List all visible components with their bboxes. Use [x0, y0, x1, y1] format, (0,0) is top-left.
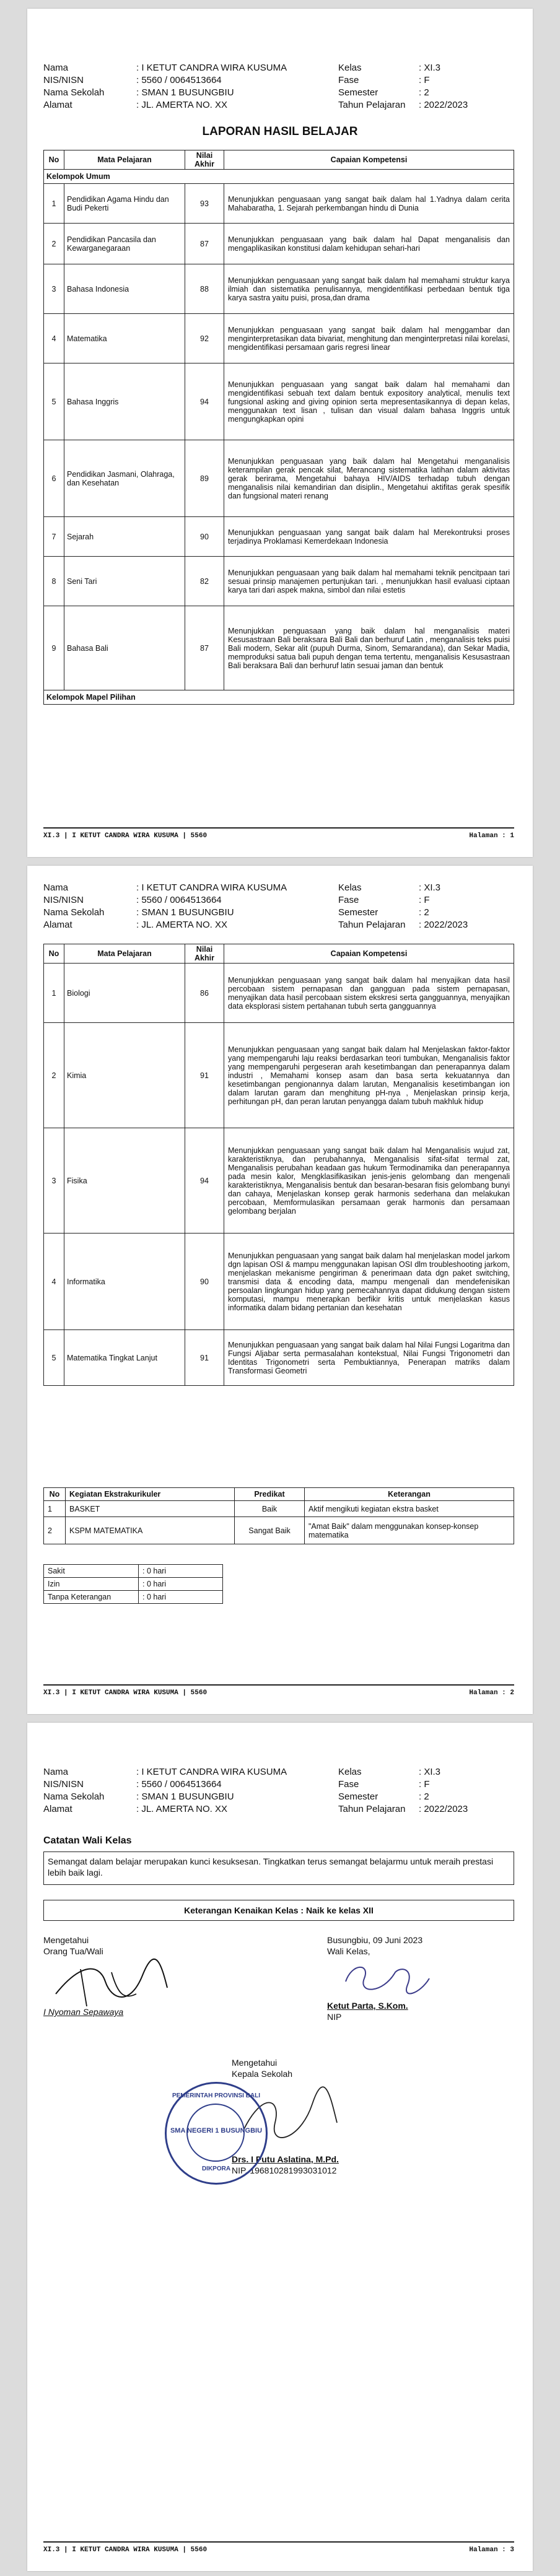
row-no: 1 [44, 184, 64, 224]
label-semester: Semester [338, 87, 378, 98]
col-no: No [44, 1488, 66, 1501]
row-no: 4 [44, 314, 64, 363]
row-nilai: 86 [185, 964, 224, 1023]
value-tahun: : 2022/2023 [419, 100, 468, 110]
notes-title: Catatan Wali Kelas [43, 1835, 132, 1846]
row-capaian: Menunjukkan penguasaan yang sangat baik dalam hal menyajikan data hasil percobaan sistem pernapasan dan gangguan pada sistem pernapasan, menyajikan data hasil percobaan sistem ekskresi serta gangguannya, menyajikan data eksplorasi sistem pertahanan tubuh serta gangguannya [224, 964, 514, 1023]
row-nilai: 94 [185, 363, 224, 440]
table-row [44, 224, 514, 264]
value-tahun: : 2022/2023 [419, 1804, 468, 1814]
stamp-text-mid: SMA NEGERI 1 BUSUNGBIU [170, 2127, 263, 2134]
label-sekolah: Nama Sekolah [43, 1791, 105, 1802]
principal-nip: NIP. 196810281993031012 [232, 2165, 337, 2175]
footer-student: XI.3 | I KETUT CANDRA WIRA KUSUMA | 5560 [43, 2546, 208, 2554]
value-fase: : F [419, 1779, 430, 1790]
row-mapel: Kimia [64, 1023, 185, 1128]
value-sekolah: : SMAN 1 BUSUNGBIU [136, 1791, 234, 1802]
label-alamat: Alamat [43, 1804, 72, 1814]
section-pilihan: Kelompok Mapel Pilihan [44, 690, 514, 705]
label-nama: Nama [43, 882, 69, 893]
row-nilai: 93 [185, 184, 224, 224]
teacher-label: Wali Kelas, [327, 1946, 370, 1956]
parent-signature-block [43, 1934, 186, 2017]
label-tahun: Tahun Pelajaran [338, 1804, 406, 1814]
row-predikat: Baik [235, 1501, 305, 1517]
row-nilai: 91 [185, 1023, 224, 1128]
footer-student: XI.3 | I KETUT CANDRA WIRA KUSUMA | 5560 [43, 1689, 208, 1697]
row-nilai: 90 [185, 517, 224, 557]
row-no: 3 [44, 1128, 64, 1234]
row-nilai: 87 [185, 606, 224, 690]
label-fase: Fase [338, 1779, 359, 1790]
absen-label: Tanpa Keterangan [44, 1591, 139, 1604]
value-nis: : 5560 / 0064513664 [136, 1779, 222, 1790]
table-row [44, 1128, 514, 1234]
promotion-status: Keterangan Kenaikan Kelas : Naik ke kelas XII [43, 1900, 514, 1921]
value-nis: : 5560 / 0064513664 [136, 895, 222, 905]
table-header-row [44, 150, 514, 170]
value-sekolah: : SMAN 1 BUSUNGBIU [136, 907, 234, 918]
label-kelas: Kelas [338, 882, 362, 893]
table-row [44, 964, 514, 1023]
label-kelas: Kelas [338, 1767, 362, 1777]
label-sekolah: Nama Sekolah [43, 87, 105, 98]
row-capaian: Menunjukkan penguasaan yang sangat baik dalam hal Nilai Fungsi Logaritma dan Fungsi Aljabar serta permasalahan kontekstual, Nilai Fungsi Trigonometri dan Identitas Trigonometri serta Pembuktiannya, Penerapan matriks dalam Transformasi Geometri [224, 1330, 514, 1386]
label-semester: Semester [338, 1791, 378, 1802]
footer-student: XI.3 | I KETUT CANDRA WIRA KUSUMA | 5560 [43, 832, 208, 840]
row-nilai: 82 [185, 557, 224, 606]
row-mapel: Pendidikan Agama Hindu dan Budi Pekerti [64, 184, 185, 224]
row-no: 7 [44, 517, 64, 557]
label-nis: NIS/NISN [43, 75, 84, 85]
row-mapel: Informatika [64, 1234, 185, 1330]
report-page-1 [27, 9, 533, 857]
report-page-3 [27, 1723, 533, 2571]
row-capaian: Menunjukkan penguasaan yang sangat baik dalam hal Menjelaskan faktor-faktor yang mempengaruhi laju reaksi berdasarkan teori tumbukan, Menganalisis faktor yang mempengaruhi pergeseran arah kesetimbangan dan penerapannya dalam industri , Memahami konsep asam dan basa serta kekuatannya dan kesetimbangan pengionannya dalam larutan, Menganalisis kesetimbangan ion dalam larutan garam dan menghitung pH-nya , Menjelaskan prinsip kerja, perhitungan pH, dan peran larutan penyangga dalam tubuh makhluk hidup [224, 1023, 514, 1128]
label-fase: Fase [338, 895, 359, 905]
table-row [44, 1023, 514, 1128]
row-nilai: 92 [185, 314, 224, 363]
value-nama: : I KETUT CANDRA WIRA KUSUMA [136, 882, 287, 893]
student-header [43, 1766, 514, 1816]
row-no: 3 [44, 264, 64, 314]
row-no: 1 [44, 964, 64, 1023]
parent-sig-line2: Orang Tua/Wali [43, 1946, 103, 1956]
table-row [44, 1591, 223, 1604]
absen-value: : 0 hari [139, 1565, 223, 1578]
section-umum: Kelompok Umum [44, 170, 514, 184]
row-mapel: Bahasa Inggris [64, 363, 185, 440]
row-predikat: Sangat Baik [235, 1517, 305, 1544]
principal-name: Drs. I Putu Aslatina, M.Pd. [232, 2154, 339, 2164]
table-row [44, 184, 514, 224]
absen-label: Izin [44, 1578, 139, 1591]
value-semester: : 2 [419, 907, 429, 918]
report-page-2 [27, 866, 533, 1714]
table-row [44, 1501, 514, 1517]
row-nilai: 90 [185, 1234, 224, 1330]
row-mapel: Biologi [64, 964, 185, 1023]
value-semester: : 2 [419, 1791, 429, 1802]
parent-sig-line1: Mengetahui [43, 1935, 89, 1945]
row-mapel: Bahasa Bali [64, 606, 185, 690]
footer-page-number: Halaman : 3 [469, 2546, 514, 2554]
page-footer [43, 827, 514, 840]
row-no: 1 [44, 1501, 66, 1517]
label-kelas: Kelas [338, 63, 362, 73]
row-kegiatan: BASKET [66, 1501, 235, 1517]
principal-line1: Mengetahui [232, 2058, 278, 2068]
student-header [43, 62, 514, 111]
teacher-name: Ketut Parta, S.Kom. [327, 2001, 408, 2011]
value-sekolah: : SMAN 1 BUSUNGBIU [136, 87, 234, 98]
row-capaian: Menunjukkan penguasaan yang baik dalam hal memahami teknik pencitpaan tari sesuai prinsip manajemen pertunjukan tari. , menunjukkan hasil evaluasi ciptaan karya tari dari aspek makna, simbol dan nilai estetis [224, 557, 514, 606]
label-sekolah: Nama Sekolah [43, 907, 105, 918]
page-footer [43, 2541, 514, 2554]
col-nilai: Nilai Akhir [185, 150, 224, 170]
table-row [44, 264, 514, 314]
col-no: No [44, 944, 64, 964]
row-capaian: Menunjukkan penguasaan yang sangat baik dalam hal Menganalisis wujud zat, karakteristiknya, dan perubahannya, Menganalisis sifat-sifat termal zat, Menganalisis perubahan keadaan gas hukum Termodinamika dan penerapannya pada mesin kalor, Mengklasifikasikan jenis-jenis gelombang dan mengenali karakteristiknya, Menganalisis bentuk dan besaran-besaran fisis gelombang bunyi dan cahaya, Menjelaskan konsep gerak harmonis sederhana dan melakukan percobaan, Memformulasikan persamaan gerak harmonis dan persamaan gelombang berjalan [224, 1128, 514, 1234]
row-capaian: Menunjukkan penguasaan yang sangat baik dalam hal menggambar dan menginterpretasikan data bivariat, menghitung dan menginterpretasi nilai korelasi, mengidentifikasi persamaan garis regresi linear [224, 314, 514, 363]
row-nilai: 91 [185, 1330, 224, 1386]
section-row [44, 690, 514, 705]
grades-table-1 [43, 150, 514, 705]
table-row [44, 363, 514, 440]
row-mapel: Pendidikan Jasmani, Olahraga, dan Kesehatan [64, 440, 185, 517]
label-nama: Nama [43, 1767, 69, 1777]
col-mapel: Mata Pelajaran [64, 150, 185, 170]
school-stamp [165, 2082, 268, 2185]
col-nilai: Nilai Akhir [185, 944, 224, 964]
label-alamat: Alamat [43, 920, 72, 930]
page-footer [43, 1684, 514, 1697]
col-capaian: Capaian Kompetensi [224, 944, 514, 964]
table-header-row [44, 944, 514, 964]
parent-signature-image [43, 1957, 186, 2012]
row-capaian: Menunjukkan penguasaan yang baik dalam hal Mengetahui menganalisis keterampilan gerak pencak silat, Merancang sistematika latihan dalam aktivitas gerak berirama, Mengetahui bahaya HIV/AIDS terhadap tubuh dengan menganalisis nilai kemandirian dan disiplin., Mengetahui aktifitas gerak spesifik dan fungsional materi renang [224, 440, 514, 517]
row-keterangan: "Amat Baik" dalam menggunakan konsep-konsep matematika [305, 1517, 514, 1544]
table-header-row [44, 1488, 514, 1501]
row-capaian: Menunjukkan penguasaan yang sangat baik dalam hal 1.Yadnya dalam cerita Mahabaratha, 1. Sejarah perkembangan hindu di Dunia [224, 184, 514, 224]
value-kelas: : XI.3 [419, 882, 441, 893]
table-row [44, 517, 514, 557]
value-nis: : 5560 / 0064513664 [136, 75, 222, 85]
row-mapel: Fisika [64, 1128, 185, 1234]
col-kegiatan: Kegiatan Ekstrakurikuler [66, 1488, 235, 1501]
row-nilai: 94 [185, 1128, 224, 1234]
attendance-table [43, 1564, 223, 1604]
value-tahun: : 2022/2023 [419, 920, 468, 930]
row-mapel: Bahasa Indonesia [64, 264, 185, 314]
row-nilai: 87 [185, 224, 224, 264]
extracurricular-table [43, 1487, 514, 1544]
row-capaian: Menunjukkan penguasaan yang sangat baik dalam hal memahami struktur karya ilmiah dan sistematika penulisannya, mengidentifikasi perbedaan bentuk tiga karya sastra yaitu puisi, prosa,dan drama [224, 264, 514, 314]
value-kelas: : XI.3 [419, 1767, 441, 1777]
table-row [44, 606, 514, 690]
col-mapel: Mata Pelajaran [64, 944, 185, 964]
row-no: 5 [44, 363, 64, 440]
row-no: 9 [44, 606, 64, 690]
value-alamat: : JL. AMERTA NO. XX [136, 1804, 227, 1814]
teacher-signature-image [327, 1957, 439, 2000]
place-date: Busungbiu, 09 Juni 2023 [327, 1935, 423, 1945]
row-mapel: Matematika [64, 314, 185, 363]
label-tahun: Tahun Pelajaran [338, 920, 406, 930]
row-capaian: Menunjukkan penguasaan yang baik dalam hal menganalisis materi Kesusastraan Bali beraksara Bali Bali dan berhuruf Latin , menganalisis teks puisi Bali modern, Sekar alit (pupuh Durma, Sinom, Semarandana), dan Sekar Madia, memproduksi satua bali pupuh dengan tema tertentu, menganalisis Kesusastraan Bali beraksara Bali dan berhuruf latin sesuai jaman dan bentuk [224, 606, 514, 690]
grades-table-2 [43, 944, 514, 1386]
stamp-text-top: PEMERINTAH PROVINSI BALI [172, 2092, 261, 2099]
value-alamat: : JL. AMERTA NO. XX [136, 920, 227, 930]
row-no: 2 [44, 224, 64, 264]
table-row [44, 314, 514, 363]
parent-name: I Nyoman Sepawaya [43, 2007, 124, 2017]
row-mapel: Sejarah [64, 517, 185, 557]
footer-page-number: Halaman : 2 [469, 1689, 514, 1697]
row-nilai: 88 [185, 264, 224, 314]
student-header [43, 882, 514, 931]
row-nilai: 89 [185, 440, 224, 517]
label-fase: Fase [338, 75, 359, 85]
value-fase: : F [419, 75, 430, 85]
value-alamat: : JL. AMERTA NO. XX [136, 100, 227, 110]
label-tahun: Tahun Pelajaran [338, 100, 406, 110]
row-no: 5 [44, 1330, 64, 1386]
row-no: 6 [44, 440, 64, 517]
table-row [44, 1517, 514, 1544]
row-no: 4 [44, 1234, 64, 1330]
row-mapel: Matematika Tingkat Lanjut [64, 1330, 185, 1386]
table-row [44, 1578, 223, 1591]
row-mapel: Seni Tari [64, 557, 185, 606]
row-no: 2 [44, 1517, 66, 1544]
label-nis: NIS/NISN [43, 895, 84, 905]
label-semester: Semester [338, 907, 378, 918]
row-no: 8 [44, 557, 64, 606]
row-kegiatan: KSPM MATEMATIKA [66, 1517, 235, 1544]
value-nama: : I KETUT CANDRA WIRA KUSUMA [136, 1767, 287, 1777]
table-row [44, 1330, 514, 1386]
absen-label: Sakit [44, 1565, 139, 1578]
col-capaian: Capaian Kompetensi [224, 150, 514, 170]
absen-value: : 0 hari [139, 1591, 223, 1604]
row-no: 2 [44, 1023, 64, 1128]
table-row [44, 557, 514, 606]
teacher-signature-block [327, 1934, 439, 2022]
table-row [44, 440, 514, 517]
row-capaian: Menunjukkan penguasaan yang sangat baik dalam hal menjelaskan model jarkom dgn lapisan OSI & mampu menggunakan lapisan OSI dlm troubleshooting jarkom, menjelaskan mekanisme pengiriman & penerimaan data dgn paket switching, transmisi data & encoding data, mampu mengenali dan mendefenisikan persoalan lingkungan hidup yang pemecahannya dapat didukung dengan sistem komputasi, mampu menerapkan berfikir kritis untuk menjelaskan kasus informatika dalam bidang pertanian dan kesehatan [224, 1234, 514, 1330]
row-keterangan: Aktif mengikuti kegiatan ekstra basket [305, 1501, 514, 1517]
label-nis: NIS/NISN [43, 1779, 84, 1790]
footer-page-number: Halaman : 1 [469, 832, 514, 840]
table-row [44, 1565, 223, 1578]
value-nama: : I KETUT CANDRA WIRA KUSUMA [136, 63, 287, 73]
table-row [44, 1234, 514, 1330]
col-keterangan: Keterangan [305, 1488, 514, 1501]
teacher-nip: NIP [327, 2012, 342, 2022]
col-predikat: Predikat [235, 1488, 305, 1501]
report-title: LAPORAN HASIL BELAJAR [202, 125, 358, 138]
col-no: No [44, 150, 64, 170]
value-fase: : F [419, 895, 430, 905]
label-nama: Nama [43, 63, 69, 73]
principal-line2: Kepala Sekolah [232, 2069, 293, 2079]
section-row [44, 170, 514, 184]
row-capaian: Menunjukkan penguasaan yang sangat baik dalam hal memahami dan mengidentifikasi sebuah text dalam bentuk expository analytical, menulis text fungsional asking and giving opinion serta mepresentasikannya di depan kelas, menggunakan text lisan , tulisan dan visual dalam bahasa Inggris untuk mengungkapkan opini [224, 363, 514, 440]
row-capaian: Menunjukkan penguasaan yang sangat baik dalam hal Merekontruksi proses terjadinya Proklamasi Kemerdekaan Indonesia [224, 517, 514, 557]
notes-text: Semangat dalam belajar merupakan kunci kesuksesan. Tingkatkan terus semangat belajarmu untuk meraih prestasi lebih baik lagi. [43, 1852, 514, 1885]
stamp-text-bottom: DIKPORA [201, 2165, 231, 2172]
row-capaian: Menunjukkan penguasaan yang baik dalam hal Dapat menganalisis dan mengaplikasikan konstitusi dalam kehidupan sehari-hari [224, 224, 514, 264]
value-kelas: : XI.3 [419, 63, 441, 73]
label-alamat: Alamat [43, 100, 72, 110]
absen-value: : 0 hari [139, 1578, 223, 1591]
value-semester: : 2 [419, 87, 429, 98]
row-mapel: Pendidikan Pancasila dan Kewarganegaraan [64, 224, 185, 264]
